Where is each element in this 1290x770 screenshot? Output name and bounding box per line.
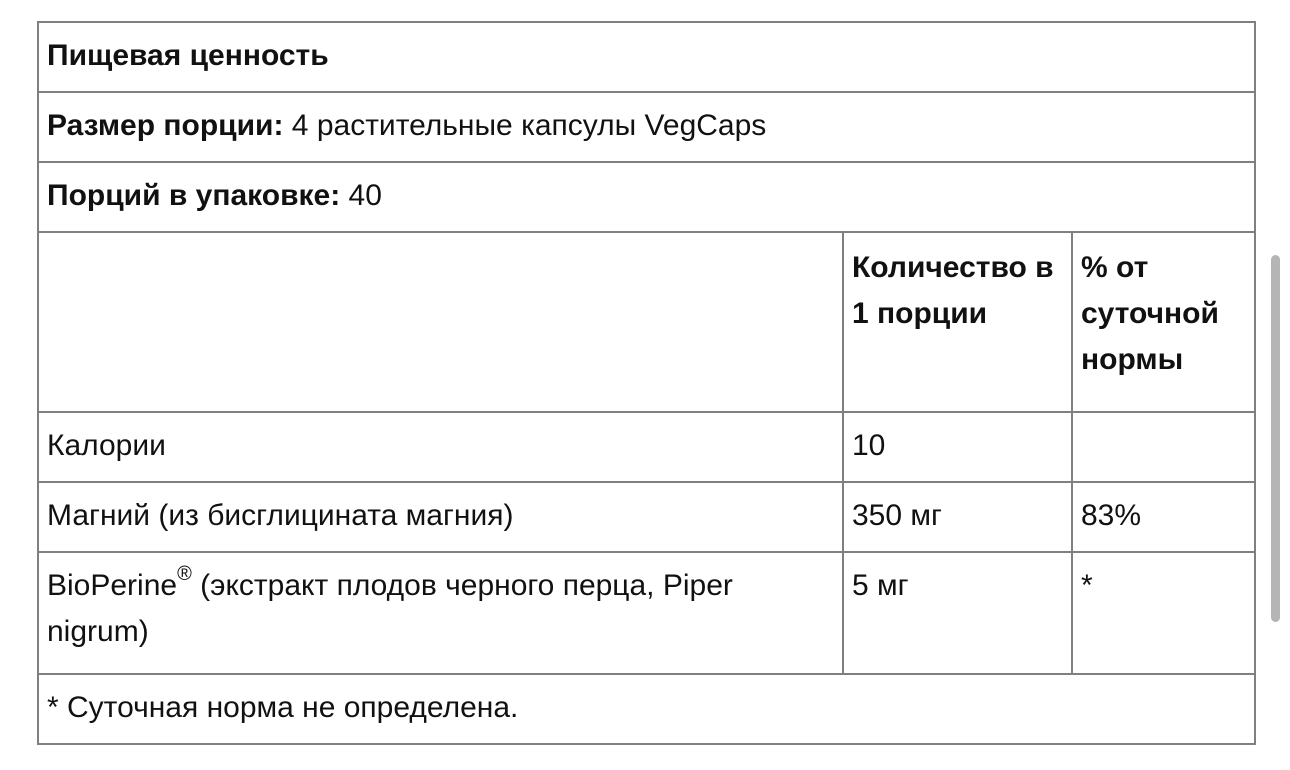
column-header-blank bbox=[38, 232, 843, 412]
footnote-row bbox=[38, 674, 1255, 744]
title-row bbox=[38, 22, 1255, 92]
serving-size-cell bbox=[38, 92, 1255, 162]
servings-per-container-label: Порций в упаковке: bbox=[47, 179, 341, 212]
servings-per-container-cell bbox=[38, 162, 1255, 232]
nutrient-name: Магний (из бисглицината магния) bbox=[38, 482, 843, 552]
column-header-amount: Количество в 1 порции bbox=[843, 232, 1072, 412]
nutrient-amount: 10 bbox=[843, 412, 1072, 482]
serving-size-label: Размер порции: bbox=[47, 109, 284, 142]
vertical-scrollbar[interactable] bbox=[1271, 255, 1280, 622]
table-row bbox=[38, 482, 1255, 552]
serving-size-row bbox=[38, 92, 1255, 162]
serving-size-value: 4 растительные капсулы VegCaps bbox=[283, 109, 767, 142]
nutrient-daily-value: 83% bbox=[1072, 482, 1255, 552]
nutrient-amount: 5 мг bbox=[843, 552, 1072, 674]
nutrient-daily-value: * bbox=[1072, 552, 1255, 674]
nutrient-name: Калории bbox=[38, 412, 843, 482]
table-row bbox=[38, 412, 1255, 482]
table-title: Пищевая ценность bbox=[47, 39, 329, 72]
column-header-daily-value: % от суточной нормы bbox=[1072, 232, 1255, 412]
footnote: * Суточная норма не определена. bbox=[38, 674, 1255, 744]
nutrient-name-brand: BioPerine bbox=[47, 569, 178, 602]
nutrient-name-rest: (экстракт плодов черного перца, Piper nigrum) bbox=[47, 569, 733, 648]
nutrient-name-cell bbox=[38, 552, 843, 674]
nutrition-facts-table bbox=[37, 21, 1256, 745]
servings-per-container-value: 40 bbox=[340, 179, 382, 212]
table-row bbox=[38, 552, 1255, 674]
servings-per-container-row bbox=[38, 162, 1255, 232]
registered-mark: ® bbox=[177, 563, 192, 585]
column-header-row bbox=[38, 232, 1255, 412]
table-title-cell bbox=[38, 22, 1255, 92]
nutrient-daily-value bbox=[1072, 412, 1255, 482]
nutrient-amount: 350 мг bbox=[843, 482, 1072, 552]
